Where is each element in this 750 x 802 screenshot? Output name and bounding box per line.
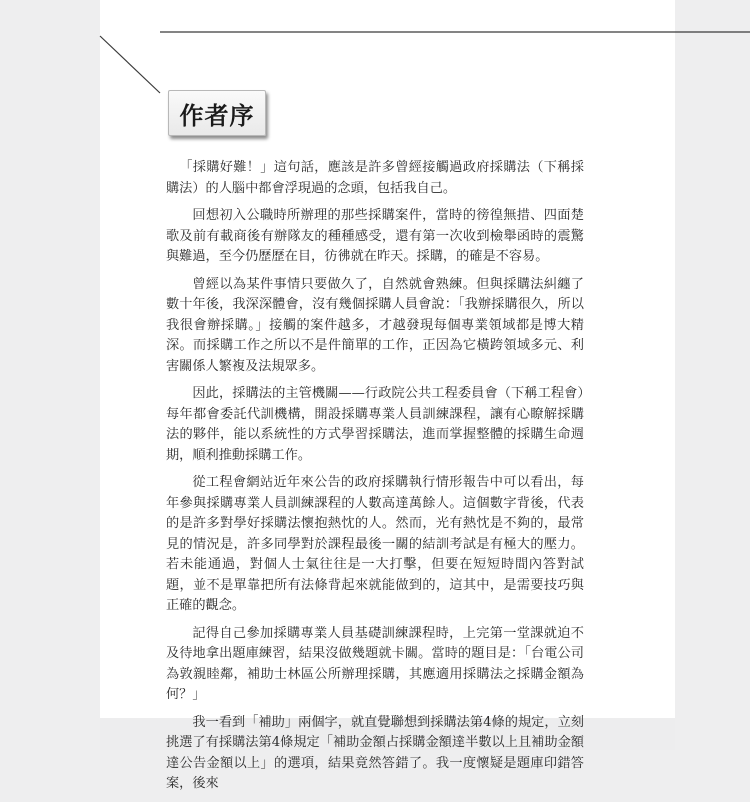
body-text (166, 158, 584, 802)
paragraph: 回想初入公職時所辦理的那些採購案件，當時的徬徨無措、四面楚歌及前有載商後有辦隊友的種種感受，還有第一次收到檢舉函時的震驚與難過，至今仍歷歷在目，彷彿就在昨天。採購，的確是不容易。 (166, 208, 584, 264)
paragraph: 我一看到「補助」兩個字，就直覺聯想到採購法第4條的規定，立刻挑選了有採購法第4條規定「補助金額占採購金額達半數以上且補助金額達公告金額以上」的選項，結果竟然答錯了。我一度懷疑是題庫印錯答案，後來 (166, 714, 584, 791)
title-box (168, 90, 266, 136)
paragraph: 記得自己參加採購專業人員基礎訓練課程時，上完第一堂課就迫不及待地拿出題庫練習，結果沒做幾題就卡關。當時的題目是：「台電公司為敦親睦鄰，補助士林區公所辦理採購，其應適用採購法之採購金額為何？」 (166, 625, 584, 702)
paragraph: 「採購好難！」這句話，應該是許多曾經接觸過政府採購法（下稱採購法）的人腦中都會浮現過的念頭，包括我自己。 (166, 160, 584, 196)
paragraph: 曾經以為某件事情只要做久了，自然就會熟練。但與採購法糾纏了數十年後，我深深體會，沒有幾個採購人員會說：「我辦採購很久，所以我很會辦採購。」接觸的案件越多，才越發現每個專業領域都是博大精深。而採購工作之所以不是件簡單的工作，正因為它橫跨領域多元、利害關係人繁複及法規眾多。 (166, 276, 584, 374)
page-title: 作者序 (179, 101, 255, 130)
paragraph: 因此，採購法的主管機關——行政院公共工程委員會（下稱工程會）每年都會委託代訓機構，開設採購專業人員訓練課程，讓有心瞭解採購法的夥伴，能以系統性的方式學習採購法，進而掌握整體的採購生命週期，順利推動採購工作。 (166, 386, 584, 463)
paragraph: 從工程會網站近年來公告的政府採購執行情形報告中可以看出，每年參與採購專業人員訓練課程的人數高達萬餘人。這個數字背後，代表的是許多對學好採購法懷抱熱忱的人。然而，光有熱忱是不夠的，最常見的情況是，許多同學對於課程最後一關的結訓考試是有極大的壓力。若未能通過，對個人士氣往往是一大打擊，但要在短短時間內答對試題，並不是單靠把所有法條背起來就能做到的，這其中，是需要技巧與正確的觀念。 (166, 475, 584, 613)
